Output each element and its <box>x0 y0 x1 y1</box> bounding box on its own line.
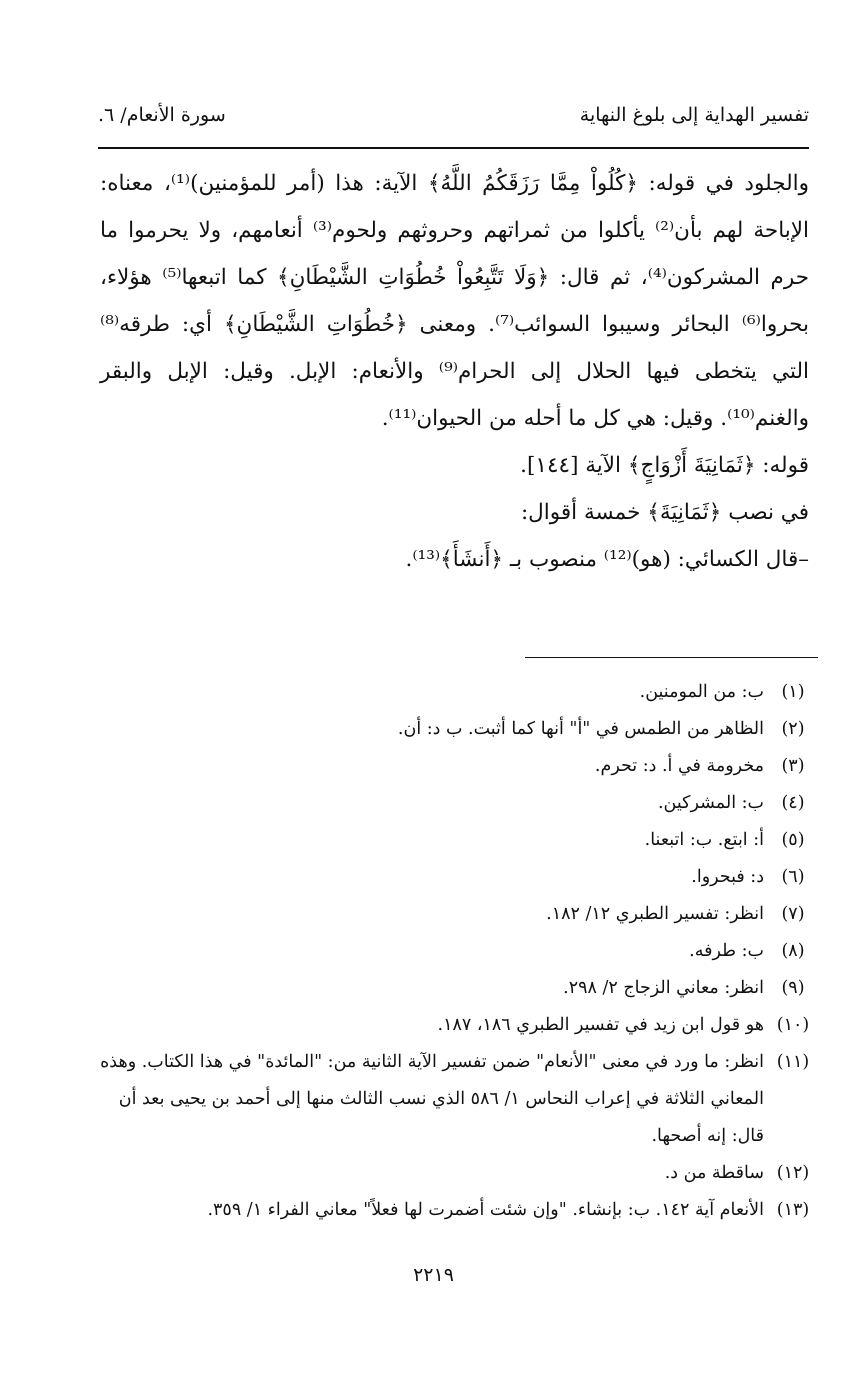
footnote-text: ساقطة من د. <box>664 1163 764 1183</box>
footnote-text: الأنعام آية ١٤٢. ب: بإنشاء. "وإن شئت أضمرت لها فعلاً" معاني الفراء ١/ ٣٥٩. <box>207 1200 764 1220</box>
paragraph-1: والجلود في قوله: ﴿كُلُواْ مِمَّا رَزَقَكُمُ اللَّهُ﴾ الآية: هذا (أمر للمؤمنين)⁽¹⁾، معناه: الإباحة لهم بأن⁽²⁾ يأكلوا من ثمراتهم وحروثهم ولحوم⁽³⁾ أنعامهم، ولا يحرموا ما حرم المشركون⁽⁴⁾، ثم قال: ﴿وَلَا تَتَّبِعُواْ خُطُوَاتِ الشَّيْطَانِ﴾ كما اتبعها⁽⁵⁾ هؤلاء، بحروا⁽⁶⁾ البحائر وسيبوا السوائب⁽⁷⁾. ومعنى ﴿خُطُوَاتِ الشَّيْطَانِ﴾ أي: طرقه⁽⁸⁾ التي يتخطى فيها الحلال إلى الحرام⁽⁹⁾ والأنعام: الإبل. وقيل: الإبل والبقر والغنم⁽¹⁰⁾. وقيل: هي كل ما أحله من الحيوان⁽¹¹⁾. <box>100 171 810 431</box>
running-header <box>98 100 809 130</box>
footnote-number: (٦) <box>781 867 805 887</box>
footnote-number: (١٣) <box>776 1200 810 1220</box>
main-text <box>100 160 809 583</box>
surah-label: سورة الأنعام/ ٦. <box>98 104 226 126</box>
footnote-text: انظر: تفسير الطبري ١٢/ ١٨٢. <box>546 904 764 924</box>
footnote-text: هو قول ابن زيد في تفسير الطبري ١٨٦، ١٨٧. <box>437 1015 764 1035</box>
footnote-number: (٨) <box>781 941 805 961</box>
page-number: ٢٢١٩ <box>413 1264 454 1286</box>
verse-line: قوله: ﴿ثَمَانِيَةَ أَزْوَاجٍ﴾ الآية [١٤٤]. <box>520 453 809 478</box>
footnote <box>96 785 822 822</box>
footnote-number: (٧) <box>781 904 805 924</box>
footnote-rule <box>525 657 818 658</box>
footnotes <box>96 674 822 1229</box>
footnote <box>96 711 822 748</box>
footnote-text: أ: ابتع. ب: اتبعنا. <box>644 830 764 850</box>
footnote-number: (٩) <box>781 978 805 998</box>
footnote-number: (٣) <box>781 756 805 776</box>
footnote <box>96 674 822 711</box>
footnote <box>96 748 822 785</box>
footnote-number: (٥) <box>781 830 805 850</box>
footnote-text: ب: من المومنين. <box>639 682 764 702</box>
footnote <box>96 859 822 896</box>
footnote <box>96 933 822 970</box>
nasb-line: في نصب ﴿ثَمَانِيَةَ﴾ خمسة أقوال: <box>520 500 809 525</box>
footnote-text: مخرومة في أ. د: تحرم. <box>594 756 764 776</box>
footnote <box>96 970 822 1007</box>
header-rule <box>98 147 809 149</box>
footnote-text: الظاهر من الطمس في "أ" أنها كما أثبت. ب د: أن. <box>397 719 764 739</box>
book-title: تفسير الهداية إلى بلوغ النهاية <box>579 104 809 126</box>
footnote <box>96 822 822 859</box>
footnote-text: انظر: ما ورد في معنى "الأنعام" ضمن تفسير الآية الثانية من: "المائدة" في هذا الكتاب. وهذه المعاني الثلاثة في إعراب النحاس ١/ ٥٨٦ الذي نسب الثالث منها إلى أحمد بن يحيى بعد أن قال: إنه أصحها. <box>100 1052 764 1146</box>
footnote <box>96 1155 822 1192</box>
footnote <box>96 1192 822 1229</box>
footnote <box>96 1007 822 1044</box>
footnote-number: (١١) <box>776 1052 810 1072</box>
footnote-text: د: فبحروا. <box>691 867 764 887</box>
footnote-text: انظر: معاني الزجاج ٢/ ٢٩٨. <box>563 978 764 998</box>
footnote-number: (١٢) <box>776 1163 810 1183</box>
kisai-line: –قال الكسائي: (هو)⁽¹²⁾ منصوب بـ ﴿أَنشَأَ﴾⁽¹³⁾. <box>405 547 809 572</box>
footnote-number: (٤) <box>781 793 805 813</box>
footnote <box>96 1044 822 1155</box>
footnote-number: (١٠) <box>776 1015 810 1035</box>
footnote-text: ب: طرفه. <box>689 941 764 961</box>
footnote-number: (١) <box>781 682 805 702</box>
footnote <box>96 896 822 933</box>
footnote-number: (٢) <box>781 719 805 739</box>
footnote-text: ب: المشركين. <box>657 793 764 813</box>
